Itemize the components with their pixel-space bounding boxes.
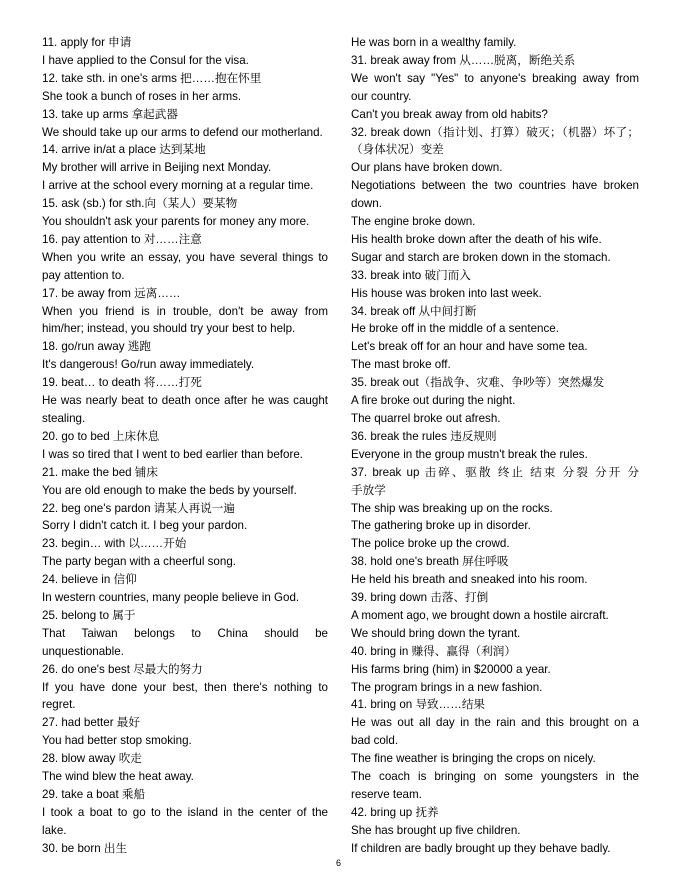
right-column <box>351 34 639 858</box>
text-line: reserve team. <box>351 787 422 801</box>
text-line: The party began with a cheerful song. <box>42 555 236 569</box>
text-line: She has brought up five children. <box>351 823 521 837</box>
text-line: regret. <box>42 698 76 712</box>
text-line: 34. break off 从中间打断 <box>351 304 477 318</box>
text-line: The quarrel broke out afresh. <box>351 411 501 425</box>
text-line: The engine broke down. <box>351 215 476 229</box>
text-line: When you write an essay, you have several things to <box>42 250 328 264</box>
text-line: Can't you break away from old habits? <box>351 107 548 121</box>
text-line: 35. break out（指战争、灾难、争吵等）突然爆发 <box>351 376 605 390</box>
text-line: 32. break down（指计划、打算）破灭；（机器）坏了； <box>351 125 639 139</box>
text-line: I was so tired that I went to bed earlier than before. <box>42 447 304 461</box>
text-line: our country. <box>351 89 412 103</box>
text-line: 12. take sth. in one's arms 把……抱在怀里 <box>42 71 262 85</box>
text-line: The ship was breaking up on the rocks. <box>351 501 553 515</box>
text-line: 27. had better 最好 <box>42 716 140 730</box>
text-line: My brother will arrive in Beijing next Monday. <box>42 161 272 175</box>
text-line: You had better stop smoking. <box>42 734 192 748</box>
text-line: 22. beg one's pardon 请某人再说一遍 <box>42 501 235 515</box>
text-line: 13. take up arms 拿起武器 <box>42 107 178 121</box>
text-line: bad cold. <box>351 734 399 748</box>
text-line: He was out all day in the rain and this brought on a <box>351 716 639 730</box>
text-line: It's dangerous! Go/run away immediately. <box>42 358 255 372</box>
text-line: 37. break up 击碎、驱散 终止 结束 分裂 分开 分 <box>351 465 639 479</box>
text-line: 19. beat… to death 将……打死 <box>42 376 202 390</box>
text-line: That Taiwan belongs to China should be <box>42 626 328 640</box>
text-line: 40. bring in 赚得、赢得（利润） <box>351 644 516 658</box>
text-line: 41. bring on 导致……结果 <box>351 698 486 712</box>
text-line: If you have done your best, then there's nothing to <box>42 680 328 694</box>
text-line: 29. take a boat 乘船 <box>42 787 146 801</box>
text-line: 36. break the rules 违反规则 <box>351 429 497 443</box>
text-line: 42. bring up 抚养 <box>351 805 439 819</box>
text-line: A moment ago, we brought down a hostile aircraft. <box>351 608 609 622</box>
text-line: 26. do one's best 尽最大的努力 <box>42 662 203 676</box>
text-line: The gathering broke up in disorder. <box>351 519 531 533</box>
page-number: 6 <box>335 858 341 868</box>
text-line: You are old enough to make the beds by yourself. <box>42 483 297 497</box>
text-line: He was born in a wealthy family. <box>351 36 517 49</box>
text-line: 39. bring down 击落、打倒 <box>351 591 489 605</box>
text-line: 25. belong to 属于 <box>42 608 136 622</box>
text-line: The program brings in a new fashion. <box>351 680 543 694</box>
left-column <box>42 34 328 858</box>
text-line: 20. go to bed 上床休息 <box>42 429 160 443</box>
text-line: 24. believe in 信仰 <box>42 573 137 587</box>
text-line: His health broke down after the death of his wife. <box>351 232 602 246</box>
text-line: him/her; instead, you should try your best to help. <box>42 322 296 336</box>
text-line: Negotiations between the two countries have broken <box>351 179 639 193</box>
text-line: The coach is bringing on some youngsters in the <box>351 770 639 784</box>
text-line: In western countries, many people believe in God. <box>42 591 300 605</box>
text-line: stealing. <box>42 411 86 425</box>
text-line: The mast broke off. <box>351 358 451 372</box>
text-line: 11. apply for 申请 <box>42 36 132 49</box>
text-line: I arrive at the school every morning at a regular time. <box>42 179 314 193</box>
text-line: He was nearly beat to death once after he was caught <box>42 394 328 408</box>
text-line: The fine weather is bringing the crops on nicely. <box>351 752 596 766</box>
text-line: 33. break into 破门而入 <box>351 268 471 282</box>
text-line: Let's break off for an hour and have some tea. <box>351 340 588 354</box>
text-line: He held his breath and sneaked into his room. <box>351 573 588 587</box>
text-line: We won't say "Yes" to anyone's breaking away from <box>351 71 639 85</box>
text-line: pay attention to. <box>42 268 125 282</box>
text-line: 16. pay attention to 对……注意 <box>42 232 202 246</box>
text-line: 31. break away from 从……脱离，断绝关系 <box>351 53 576 67</box>
text-line: I have applied to the Consul for the visa. <box>42 53 249 67</box>
text-line: A fire broke out during the night. <box>351 394 516 408</box>
text-line: When you friend is in trouble, don't be away from <box>42 304 328 318</box>
text-line: Our plans have broken down. <box>351 161 503 175</box>
text-line: If children are badly brought up they behave badly. <box>351 841 611 855</box>
text-line: I took a boat to go to the island in the center of the <box>42 805 328 819</box>
text-line: 21. make the bed 铺床 <box>42 465 158 479</box>
text-line: The wind blew the heat away. <box>42 770 194 784</box>
text-line: 23. begin… with 以……开始 <box>42 537 187 551</box>
text-line: unquestionable. <box>42 644 124 658</box>
text-line: Everyone in the group mustn't break the rules. <box>351 447 588 461</box>
text-line: 17. be away from 远离…… <box>42 286 181 300</box>
text-line: （身体状况）变差 <box>351 143 444 157</box>
text-line: We should take up our arms to defend our motherland. <box>42 125 323 139</box>
text-line: His house was broken into last week. <box>351 286 542 300</box>
text-line: lake. <box>42 823 67 837</box>
text-line: He broke off in the middle of a sentence. <box>351 322 559 336</box>
text-line: You shouldn't ask your parents for money any more. <box>42 215 310 229</box>
text-line: 手放学 <box>351 483 386 497</box>
text-line: She took a bunch of roses in her arms. <box>42 89 242 103</box>
text-line: 28. blow away 吹走 <box>42 752 142 766</box>
text-line: 38. hold one's breath 屏住呼吸 <box>351 555 509 569</box>
text-line: down. <box>351 197 382 211</box>
text-line: We should bring down the tyrant. <box>351 626 521 640</box>
text-line: Sugar and starch are broken down in the stomach. <box>351 250 611 264</box>
text-line: His farms bring (him) in $20000 a year. <box>351 662 551 676</box>
text-line: Sorry I didn't catch it. I beg your pardon. <box>42 519 248 533</box>
text-line: 18. go/run away 逃跑 <box>42 340 151 354</box>
text-line: 15. ask (sb.) for sth.向（某人）要某物 <box>42 197 238 211</box>
text-line: 14. arrive in/at a place 达到某地 <box>42 143 206 157</box>
text-line: The police broke up the crowd. <box>351 537 510 551</box>
text-line: 30. be born 出生 <box>42 841 128 855</box>
